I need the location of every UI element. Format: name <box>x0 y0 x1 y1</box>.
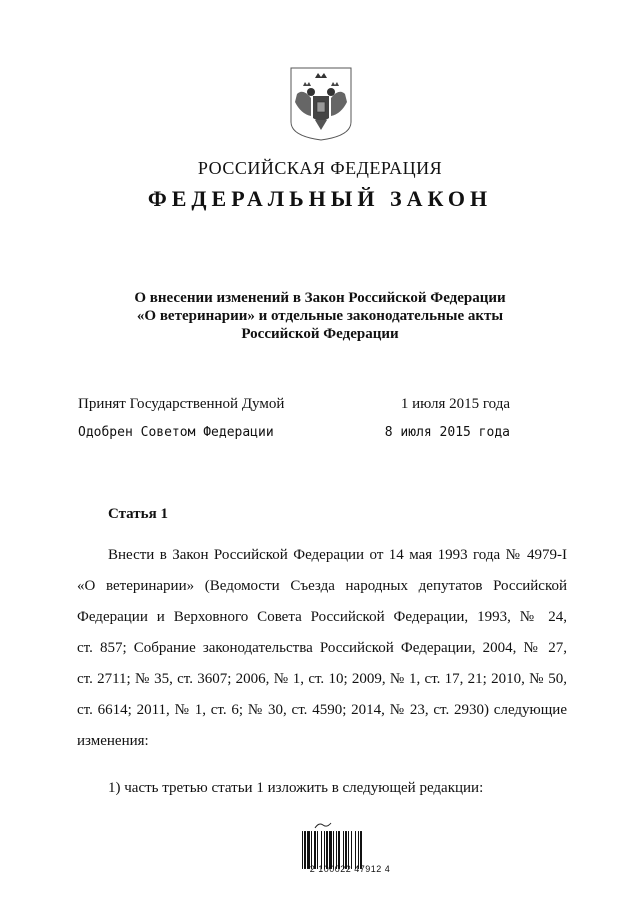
law-subject <box>90 289 550 343</box>
article-line: Внести в Закон Российской Федерации от 14 мая 1993 года № 4979-I <box>108 547 567 563</box>
duma-adoption-row <box>78 396 510 413</box>
article-body <box>77 540 567 757</box>
council-date: 8 июля 2015 года <box>384 425 510 440</box>
article-heading: Статья 1 <box>108 506 168 522</box>
subject-line-2: «О ветеринарии» и отдельные законодательные акты <box>136 308 504 324</box>
council-label: Одобрен Советом Федерации <box>78 425 274 440</box>
duma-label: Принят Государственной Думой <box>78 396 285 412</box>
article-item-1: 1) часть третью статьи 1 изложить в следующей редакции: <box>108 780 484 796</box>
barcode-number: 2 100022 47912 4 <box>309 864 391 874</box>
duma-date: 1 июля 2015 года <box>400 396 510 412</box>
article-line: «О ветеринарии» (Ведомости Съезда народных депутатов Российской <box>77 578 567 594</box>
article-line: Федерации и Верховного Совета Российской Федерации, 1993, № 24, <box>77 609 567 625</box>
russian-coat-of-arms-icon <box>289 66 353 142</box>
country-name: РОССИЙСКАЯ ФЕДЕРАЦИЯ <box>197 158 443 178</box>
article-line: изменения: <box>77 733 149 749</box>
subject-line-1: О внесении изменений в Закон Российской Федерации <box>134 290 506 306</box>
subject-line-3: Российской Федерации <box>241 326 399 342</box>
article-line: ст. 6614; 2011, № 1, ст. 6; № 30, ст. 4590; 2014, № 23, ст. 2930) следующие <box>77 702 567 718</box>
council-approval-row <box>78 425 510 440</box>
article-line: ст. 857; Собрание законодательства Российской Федерации, 2004, № 27, <box>77 640 567 656</box>
article-line: ст. 2711; № 35, ст. 3607; 2006, № 1, ст. 10; 2009, № 1, ст. 17, 21; 2010, № 50, <box>77 671 567 687</box>
law-type-title: ФЕДЕРАЛЬНЫЙ ЗАКОН <box>147 186 493 211</box>
